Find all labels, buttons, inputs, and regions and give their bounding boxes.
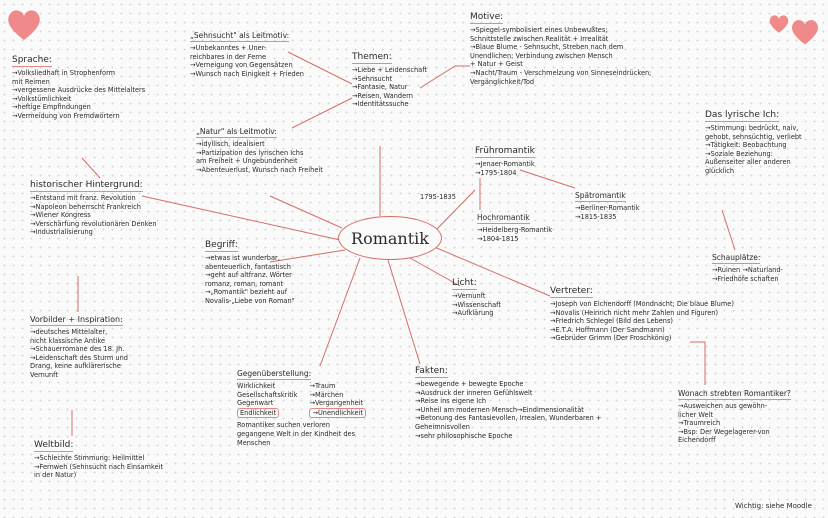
motive-section [470, 12, 651, 86]
vorbilder-section [30, 314, 128, 380]
gegen-footer-line: Menschen [237, 438, 271, 447]
begriff-title: Begriff: [205, 240, 238, 250]
natur-title: „Natur" als Leitmotiv: [196, 127, 277, 136]
lyrisch-section [705, 110, 802, 176]
sprache-line: →heftige Empfindungen [12, 103, 91, 112]
gegen-section [237, 368, 366, 447]
weltbild-section [34, 440, 163, 480]
gegen-left-item: Gesellschaftskritik [237, 390, 298, 399]
hintergrund-line: →Napoleon beherrscht Frankreich [30, 202, 141, 211]
weltbild-title: Weltbild: [34, 440, 74, 450]
spaetromantik-section [575, 190, 640, 221]
lyrisch-line: →Tätigkeit: Beobachtung [705, 141, 787, 150]
gegen-footer-line: gegangene Welt in der Kindheit des [237, 429, 356, 438]
motive-line: →Blaue Blume - Sehnsucht, Streben nach dem [470, 43, 624, 52]
motive-line: →Spiegel-symbolisiert eines Unbewußtes; [470, 26, 608, 34]
weltbild-line: →Fernweh (Sehnsucht nach Einsamkeit [34, 462, 164, 471]
lyrisch-title: Das lyrische Ich: [705, 110, 780, 120]
vertreter-line: →Gebrüder Grimm (Der Froschkönig) [550, 334, 672, 343]
wonach-line: Eichendorff [678, 436, 716, 445]
sehnsucht-line: →Wunsch nach Einigkeit + Frieden [190, 69, 304, 78]
gegen-left-item: Endlichkeit [237, 408, 279, 419]
vertreter-line: →E.T.A. Hoffmann (Der Sandmann) [550, 325, 665, 334]
fakten-section [415, 366, 601, 440]
fakten-line: →Ausdruck der inneren Gefühlswelt [415, 388, 533, 397]
hochromantik-title: Hochromantik [477, 213, 530, 222]
lyrisch-line: gehobt, sehnsüchtig, verliebt [705, 132, 802, 141]
fakten-line: →sehr philosophische Epoche [415, 431, 513, 440]
begriff-section [205, 240, 295, 306]
heart-icon [768, 14, 790, 34]
licht-section [452, 278, 501, 318]
hochromantik-line: →Heidelberg-Romantik [477, 226, 553, 234]
sprache-title: Sprache: [12, 55, 52, 65]
gegen-left-item: Gegenwart [237, 399, 274, 408]
natur-line: →idyllisch, idealisiert [196, 140, 265, 148]
fakten-line: Geheimnisvollen [415, 422, 470, 431]
themen-line: →Liebe + Leidenschaft [352, 66, 427, 74]
vorbilder-line: Drang, keine aufklärerische [30, 362, 121, 371]
gegen-left-column [237, 382, 297, 418]
themen-section [352, 52, 427, 109]
gegen-title: Gegenüberstellung: [237, 369, 312, 378]
wonach-line: →Traumreich [678, 419, 721, 428]
fruehromantik-line: →Jenaer-Romantik [475, 160, 535, 168]
fakten-line: →Reise ins eigene Ich [415, 397, 487, 406]
motive-line: Vergänglichkeit/Tod [470, 77, 535, 86]
themen-line: →Fantasie, Natur [352, 83, 408, 92]
sprache-line: →Volkstümlichkeit [12, 94, 72, 103]
sehnsucht-line: →Unbekanntes + Uner- [190, 44, 267, 52]
motive-line: →Nacht/Traum - Verschmelzung von Sinneseindrücken; [470, 68, 652, 77]
begriff-line: abenteuerlich, fantastisch [205, 262, 291, 271]
themen-title: Themen: [352, 52, 392, 62]
motive-title: Motive: [470, 12, 504, 22]
vorbilder-line: nicht klassische Antike [30, 336, 106, 345]
sprache-line: →Vermeidung von Fremdwörtern [12, 111, 120, 120]
fakten-line: →bewegende + bewegte Epoche [415, 380, 524, 388]
hintergrund-line: →Verschärfung revolutionären Denken [30, 219, 157, 228]
wonach-line: →Bsp: Der Wegelagerer-von [678, 427, 770, 436]
schauplaetze-line: →Ruinen →Naturland- [712, 266, 783, 274]
sehnsucht-title: „Sehnsucht" als Leitmotiv: [190, 31, 290, 40]
hintergrund-section [30, 180, 157, 237]
themen-line: →Identitätssuche [352, 100, 409, 109]
gegen-right-item: →Märchen [309, 390, 344, 399]
gegen-right-item: →Traum [309, 382, 336, 390]
hintergrund-line: →Wiener Kongress [30, 211, 91, 220]
gegen-columns [237, 382, 366, 418]
natur-line: →Abenteuerlust, Wunsch nach Freiheit [196, 165, 323, 174]
hintergrund-line: →Entstand mit franz. Revolution [30, 194, 136, 202]
fakten-line: →Betonung des Fantasievollen, Irrealen, Wunderbaren + [415, 414, 602, 423]
licht-title: Licht: [452, 278, 477, 288]
licht-line: →Aufklärung [452, 309, 494, 318]
vorbilder-line: →Leidenschaft des Sturm und [30, 353, 128, 362]
gegen-right-item: →Unendlichkeit [309, 408, 365, 419]
vorbilder-line: Vernunft [30, 370, 58, 379]
weltbild-line: in der Natur) [34, 471, 77, 480]
gegen-right-column [309, 382, 365, 418]
vertreter-title: Vertreter: [550, 286, 593, 296]
lyrisch-line: →Soziale Beziehung: [705, 149, 773, 158]
sprache-section [12, 55, 145, 121]
lyrisch-line: glücklich [705, 166, 735, 175]
themen-line: →Sehnsucht [352, 74, 393, 83]
central-topic-label: Romantik [351, 228, 429, 248]
licht-line: →Wissenschaft [452, 300, 501, 309]
natur-line: am Freiheit + Ungebundenheit [196, 157, 298, 166]
vertreter-section [550, 286, 734, 343]
sprache-line: →Volksliedhaft in Strophenform [12, 69, 116, 77]
sehnsucht-line: →Verneigung von Gegensätzen [190, 61, 293, 70]
wonach-line: licher Welt [678, 410, 713, 419]
hochromantik-line: →1804-1815 [477, 234, 519, 243]
gegen-footer-line: Romantiker suchen verloren [237, 421, 330, 430]
sehnsucht-section [190, 30, 304, 78]
hintergrund-title: historischer Hintergrund: [30, 180, 143, 190]
fruehromantik-line: →1795-1804 [475, 168, 517, 177]
spaetromantik-line: →Berliner-Romantik [575, 204, 640, 212]
sprache-line: →vergessene Ausdrücke des Mittelalters [12, 86, 146, 95]
fakten-title: Fakten: [415, 366, 448, 376]
fruehromantik-title: Frühromantik [475, 146, 535, 156]
fakten-line: →Unheil am modernen Mensch→Eindimensionalität [415, 405, 584, 414]
hochromantik-section [477, 212, 552, 243]
gegen-left-item: Wirklichkeit [237, 382, 276, 390]
motive-line: Unendlichen; Verbindung zwischen Mensch [470, 51, 613, 60]
heart-icon [6, 8, 42, 42]
lyrisch-line: Außenseiter aller anderen [705, 158, 791, 167]
vertreter-line: →Joseph von Eichendorff (Mondnacht; Die blaue Blume) [550, 300, 734, 308]
heart-icon [790, 18, 820, 46]
wonach-section [678, 388, 791, 445]
natur-line: →Partizipation des lyrischen Ichs [196, 148, 304, 157]
motive-line: Schnittstelle zwischen Realität + Irrealität [470, 34, 609, 43]
vertreter-line: →Novalis (Heinrich nicht mehr Zahlen und Figuren) [550, 308, 719, 317]
begriff-line: romanz, roman, romant [205, 279, 284, 288]
vorbilder-title: Vorbilder + Inspiration: [30, 315, 123, 324]
gegen-footer [237, 421, 366, 447]
schauplaetze-line: →Friedhöfe schaften [712, 274, 779, 283]
sehnsucht-line: reichbares in der Ferne [190, 52, 267, 61]
licht-line: →Vernunft [452, 292, 486, 300]
vorbilder-line: →Schauerromane des 18. Jh. [30, 345, 125, 354]
natur-section [196, 126, 323, 174]
begriff-line: →etwas ist wunderbar, [205, 254, 280, 262]
fruehromantik-section [475, 146, 535, 177]
gegen-right-item: →Vergangenheit [309, 399, 364, 408]
vertreter-line: →Friedrich Schlegel (Bild des Lebens) [550, 317, 673, 326]
central-topic [338, 216, 442, 260]
schauplaetze-section [712, 252, 783, 283]
vorbilder-line: →deutsches Mittelalter, [30, 328, 108, 336]
footer-note: Wichtig: siehe Moodle [735, 502, 812, 510]
begriff-line: Novalis-„Liebe von Roman" [205, 296, 295, 305]
epoch-years: 1795-1835 [420, 193, 456, 201]
begriff-line: →geht auf altfranz. Wörter [205, 271, 292, 280]
motive-line: + Natur + Geist [470, 60, 523, 69]
begriff-line: →„Romantik" bezieht auf [205, 288, 288, 297]
wonach-title: Wonach strebten Romantiker? [678, 389, 791, 398]
schauplaetze-title: Schauplätze: [712, 253, 761, 262]
wonach-line: →Ausweichen aus gewöhn- [678, 402, 768, 410]
themen-line: →Reisen, Wandern [352, 91, 413, 100]
weltbild-line: →Schlechte Stimmung: Heilmittel [34, 454, 145, 462]
spaetromantik-title: Spätromantik [575, 191, 626, 200]
hintergrund-line: →Industrialisierung [30, 228, 93, 237]
lyrisch-line: →Stimmung: bedrückt, naiv, [705, 124, 799, 132]
spaetromantik-line: →1815-1835 [575, 212, 617, 221]
sprache-line: mit Reimen [12, 77, 50, 86]
